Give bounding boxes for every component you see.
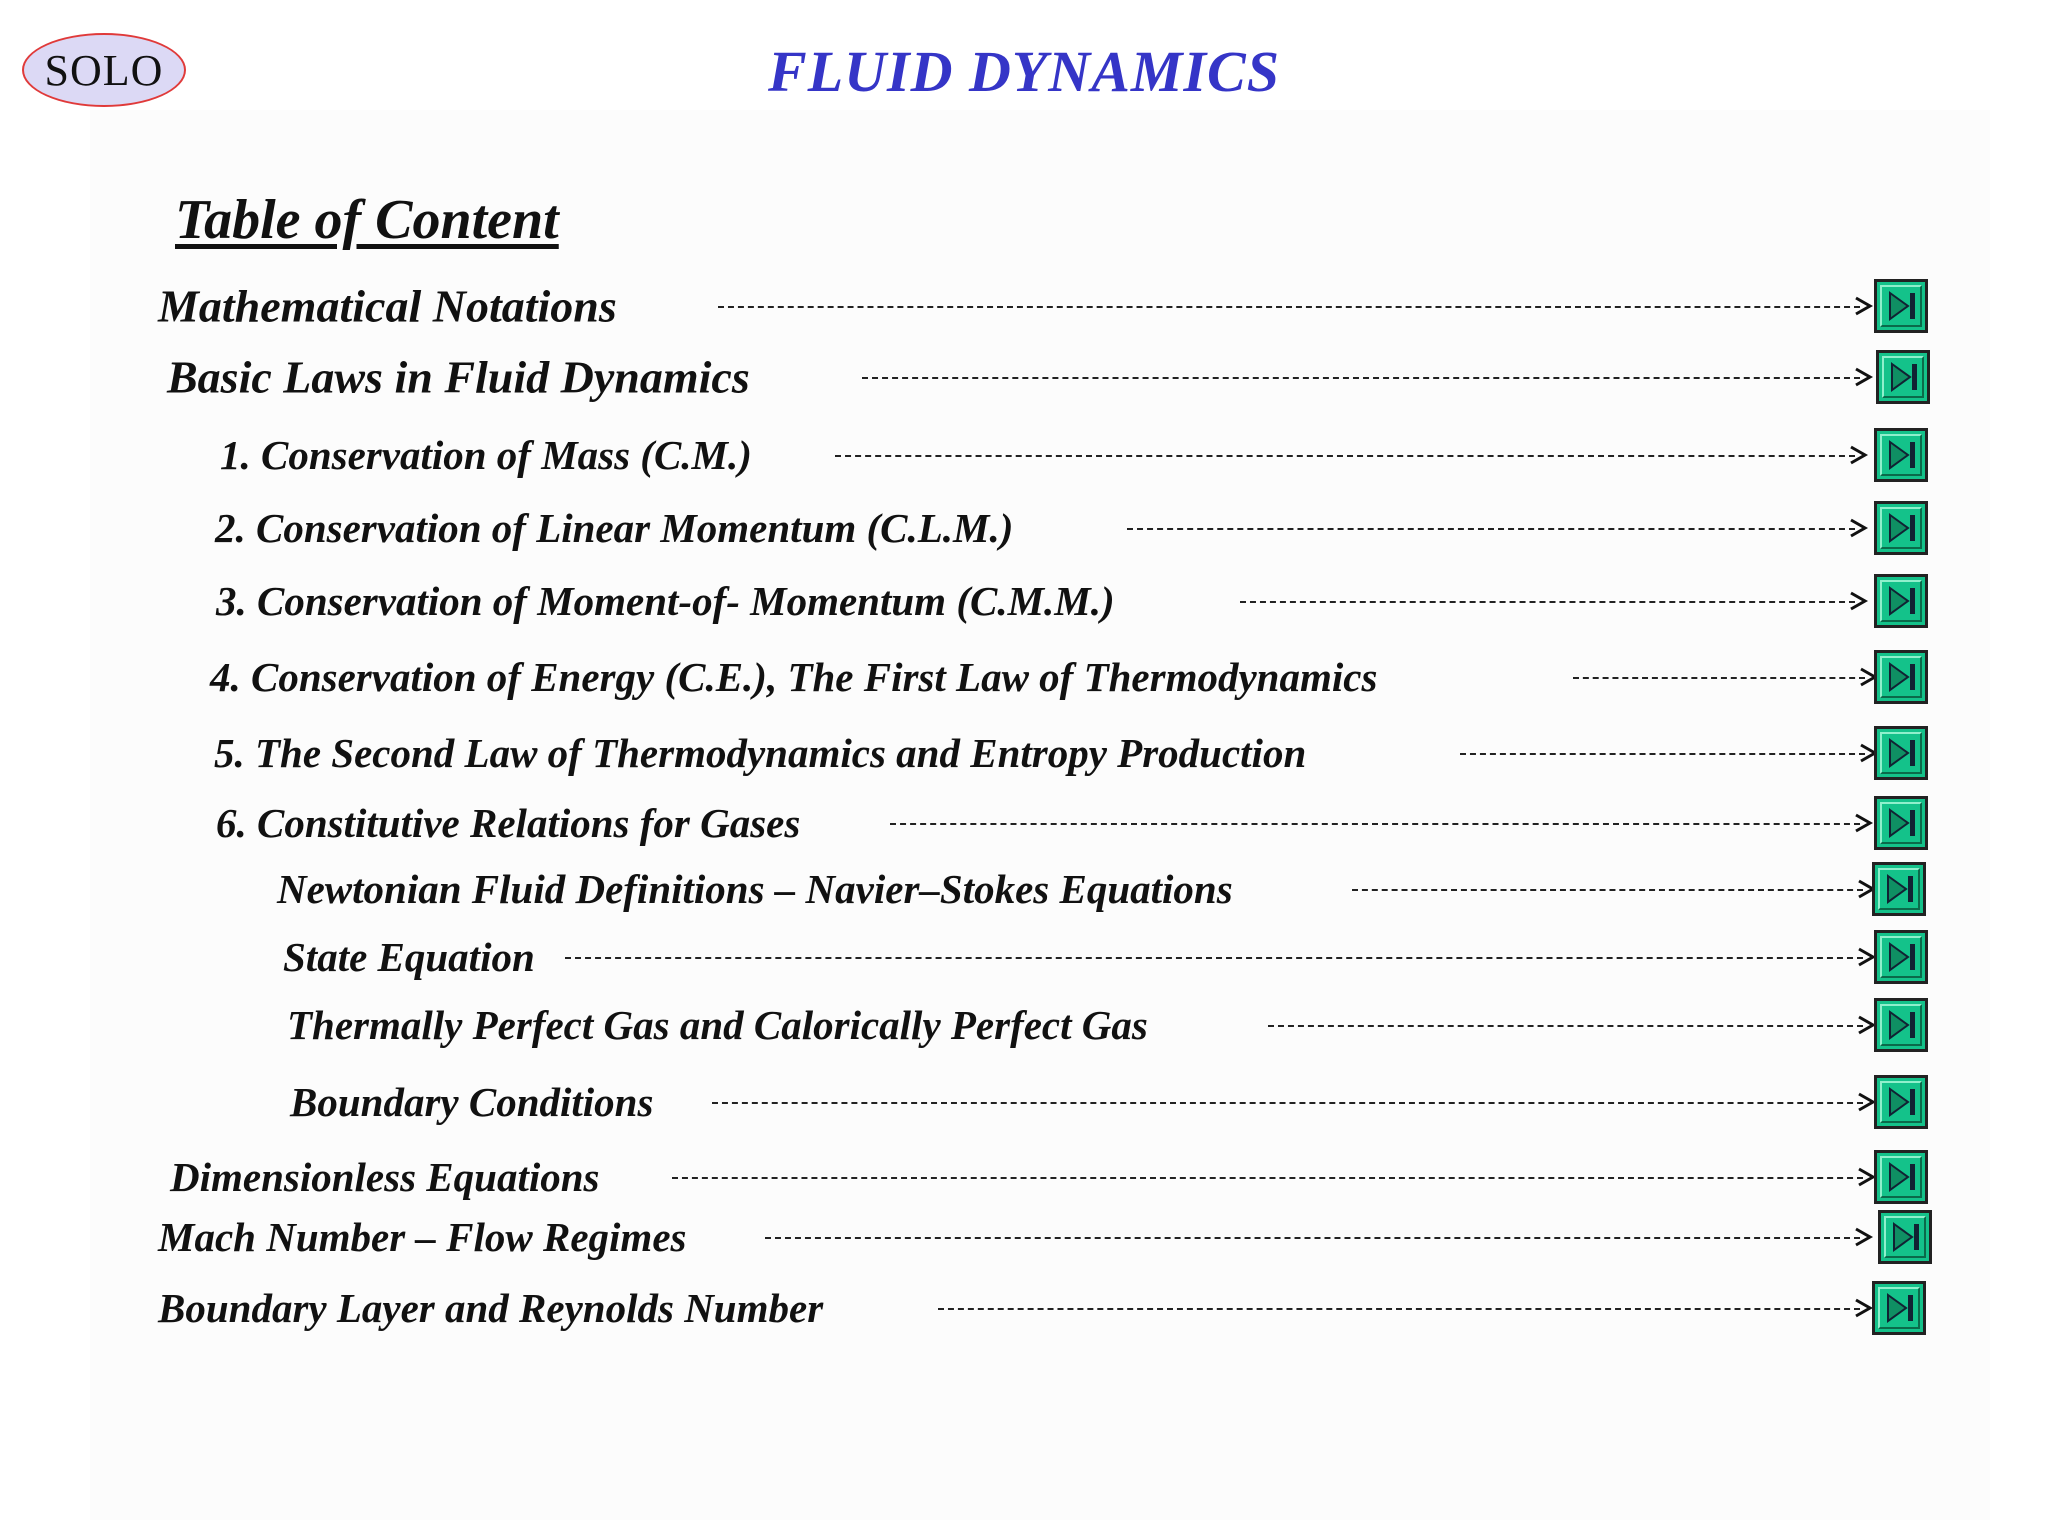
toc-leader-line xyxy=(1127,528,1855,530)
skip-to-end-button[interactable] xyxy=(1874,998,1928,1052)
skip-to-end-icon xyxy=(1882,1006,1920,1044)
skip-to-end-icon xyxy=(1882,804,1920,842)
skip-to-end-button[interactable] xyxy=(1874,574,1928,628)
skip-to-end-button[interactable] xyxy=(1874,930,1928,984)
toc-item-label[interactable]: 2. Conservation of Linear Momentum (C.L.M.) xyxy=(215,505,1014,551)
skip-to-end-button[interactable] xyxy=(1874,796,1928,850)
toc-leader-line xyxy=(718,306,1860,308)
skip-to-end-button[interactable] xyxy=(1872,1281,1926,1335)
skip-to-end-icon xyxy=(1886,1218,1924,1256)
skip-to-end-icon xyxy=(1884,358,1922,396)
toc-item-label[interactable]: Boundary Layer and Reynolds Number xyxy=(158,1285,824,1331)
toc-item-label[interactable]: 6. Constitutive Relations for Gases xyxy=(216,800,801,846)
toc-leader-line xyxy=(890,823,1860,825)
skip-to-end-icon xyxy=(1882,1083,1920,1121)
toc-leader-line xyxy=(835,455,1855,457)
toc-leader-line xyxy=(1268,1025,1863,1027)
toc-item-label[interactable]: Boundary Conditions xyxy=(290,1079,654,1125)
toc-item-label[interactable]: 5. The Second Law of Thermodynamics and Entropy Production xyxy=(214,730,1307,776)
skip-to-end-icon xyxy=(1882,436,1920,474)
arrowhead-icon xyxy=(1847,517,1869,539)
skip-to-end-button[interactable] xyxy=(1876,350,1930,404)
skip-to-end-button[interactable] xyxy=(1872,862,1926,916)
arrowhead-icon xyxy=(1852,1226,1874,1248)
toc-item-label[interactable]: Dimensionless Equations xyxy=(170,1154,600,1200)
toc-item-label[interactable]: Newtonian Fluid Definitions – Navier–Stokes Equations xyxy=(277,866,1233,912)
skip-to-end-icon xyxy=(1880,1289,1918,1327)
skip-to-end-icon xyxy=(1882,938,1920,976)
arrowhead-icon xyxy=(1852,812,1874,834)
toc-leader-line xyxy=(1240,601,1855,603)
toc-leader-line xyxy=(765,1237,1860,1239)
skip-to-end-icon xyxy=(1882,1158,1920,1196)
toc-item-label[interactable]: Basic Laws in Fluid Dynamics xyxy=(167,351,750,403)
skip-to-end-button[interactable] xyxy=(1874,1150,1928,1204)
toc-leader-line xyxy=(1460,753,1865,755)
toc-leader-line xyxy=(862,377,1860,379)
toc-leader-line xyxy=(938,1308,1860,1310)
toc-item-label[interactable]: Mach Number – Flow Regimes xyxy=(158,1214,687,1260)
toc-leader-line xyxy=(1573,677,1865,679)
toc-item-label[interactable]: Thermally Perfect Gas and Calorically Perfect Gas xyxy=(287,1002,1148,1048)
skip-to-end-button[interactable] xyxy=(1874,726,1928,780)
skip-to-end-button[interactable] xyxy=(1878,1210,1932,1264)
arrowhead-icon xyxy=(1852,1297,1874,1319)
toc-leader-line xyxy=(712,1102,1863,1104)
toc-leader-line xyxy=(565,957,1863,959)
skip-to-end-icon xyxy=(1882,287,1920,325)
toc-leader-line xyxy=(672,1177,1863,1179)
skip-to-end-button[interactable] xyxy=(1874,501,1928,555)
skip-to-end-button[interactable] xyxy=(1874,650,1928,704)
skip-to-end-icon xyxy=(1882,509,1920,547)
author-badge-label: SOLO xyxy=(44,45,164,95)
skip-to-end-icon xyxy=(1882,658,1920,696)
toc-leader-line xyxy=(1352,889,1863,891)
arrowhead-icon xyxy=(1847,444,1869,466)
skip-to-end-icon xyxy=(1882,734,1920,772)
toc-item-label[interactable]: 3. Conservation of Moment-of- Momentum (C.M.M.) xyxy=(216,578,1115,624)
skip-to-end-icon xyxy=(1882,582,1920,620)
arrowhead-icon xyxy=(1847,590,1869,612)
page-title: FLUID DYNAMICS xyxy=(768,39,1280,104)
arrowhead-icon xyxy=(1852,295,1874,317)
skip-to-end-button[interactable] xyxy=(1874,279,1928,333)
skip-to-end-icon xyxy=(1880,870,1918,908)
skip-to-end-button[interactable] xyxy=(1874,428,1928,482)
arrowhead-icon xyxy=(1852,366,1874,388)
skip-to-end-button[interactable] xyxy=(1874,1075,1928,1129)
toc-item-label[interactable]: 1. Conservation of Mass (C.M.) xyxy=(220,432,752,478)
toc-item-label[interactable]: State Equation xyxy=(283,934,535,980)
toc-item-label[interactable]: 4. Conservation of Energy (C.E.), The First Law of Thermodynamics xyxy=(210,654,1378,700)
toc-item-label[interactable]: Mathematical Notations xyxy=(158,280,617,332)
toc-heading: Table of Content xyxy=(175,189,559,251)
